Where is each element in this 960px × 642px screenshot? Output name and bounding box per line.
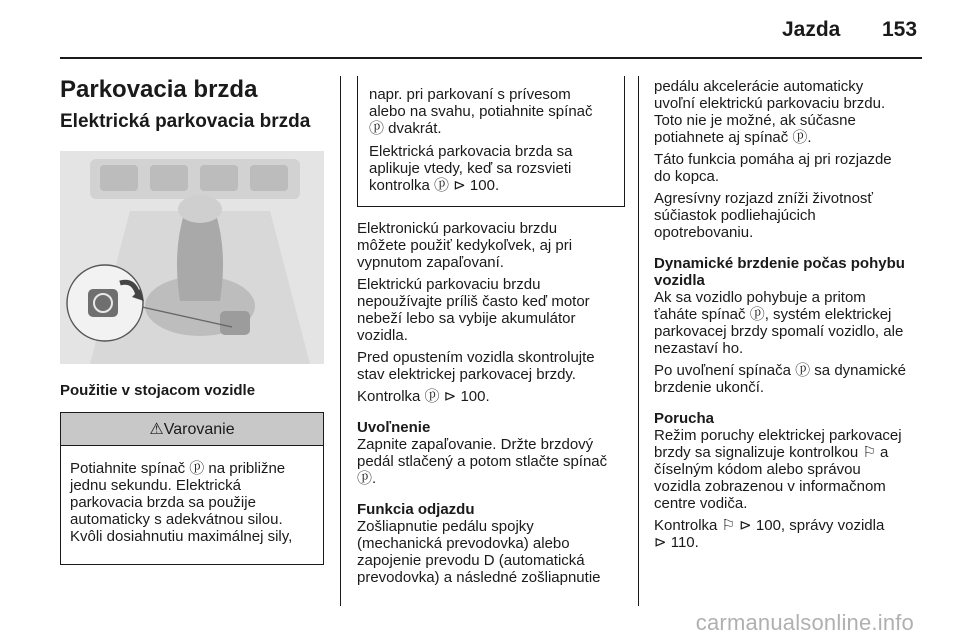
warning-line: Potiahnite spínač ⓟ na približne xyxy=(70,460,286,477)
paragraph: Zapnite zapaľovanie. Držte brzdový pedál stlačený a potom stlačte spínač ⓟ. xyxy=(357,436,608,487)
box-line: napr. pri parkovaní s prívesom xyxy=(369,86,571,103)
page-header-title: Jazda xyxy=(782,18,841,41)
paragraph: Elektrickú parkovaciu brzdu nepoužívajte príliš často keď motor nebeží lebo sa vybije akumulátor vozidla. xyxy=(357,276,590,344)
warning-box xyxy=(60,412,324,565)
column-2 xyxy=(357,220,625,591)
driveaway-heading: Funkcia odjazdu xyxy=(357,501,475,518)
release-heading: Uvoľnenie xyxy=(357,419,431,436)
warning-line: Kvôli dosiahnutiu maximálnej sily, xyxy=(70,528,293,545)
warning-body xyxy=(61,446,323,545)
subsection-heading: Elektrická parkovacia brzda xyxy=(60,111,311,132)
paragraph: Pred opustením vozidla skontrolujte stav elektrickej parkovacej brzdy. xyxy=(357,349,595,383)
warning-label: Varovanie xyxy=(163,421,235,438)
column-divider-left xyxy=(340,76,341,606)
watermark: carmanualsonline.info xyxy=(695,610,914,635)
box-line: ⓟ dvakrát. xyxy=(369,120,442,137)
paragraph: Zošliapnutie pedálu spojky (mechanická prevodovka) alebo zapojenie prevodu D (automatická prevodovka) a následné zošliapnutie xyxy=(357,518,601,586)
box-line: Elektrická parkovacia brzda sa xyxy=(369,143,573,160)
column-1 xyxy=(60,76,324,565)
warning-line: parkovacia brzda sa použije xyxy=(70,494,256,511)
fault-heading: Porucha xyxy=(654,410,715,427)
paragraph: Agresívny rozjazd zníži životnosť súčiastok podliehajúcich opotrebovaniu. xyxy=(654,190,874,241)
dynamic-braking-heading: Dynamické brzdenie počas pohybu vozidla xyxy=(654,255,905,289)
paragraph: Táto funkcia pomáha aj pri rozjazde do kopca. xyxy=(654,151,892,185)
paragraph: Elektronickú parkovaciu brzdu môžete použiť kedykoľvek, aj pri vypnutom zapaľovaní. xyxy=(357,220,573,271)
page-number: 153 xyxy=(882,18,918,41)
paragraph: Kontrolka ⚐ ⊳ 100, správy vozidla ⊳ 110. xyxy=(654,517,885,551)
header-rule xyxy=(60,57,922,59)
paragraph: Po uvoľnení spínača ⓟ sa dynamické brzdenie ukončí. xyxy=(654,362,907,396)
warning-line: jednu sekundu. Elektrická xyxy=(70,477,241,494)
column-3 xyxy=(654,78,924,556)
paragraph: Kontrolka ⓟ ⊳ 100. xyxy=(357,388,490,405)
paragraph: pedálu akcelerácie automaticky uvoľní elektrickú parkovaciu brzdu. Toto nie je možné, ak súčasne potiahnete aj spínač ⓟ. xyxy=(654,78,886,146)
console-illustration xyxy=(60,151,324,364)
section-heading: Parkovacia brzda xyxy=(60,76,258,103)
paragraph: Ak sa vozidlo pohybuje a pritom ťaháte spínač ⓟ, systém elektrickej parkovacej brzdy spomalí vozidlo, ale nezastaví ho. xyxy=(654,289,904,357)
warning-line: automaticky s adekvátnou silou. xyxy=(70,511,283,528)
parking-brake-figure xyxy=(60,151,324,364)
warning-icon: ⚠ xyxy=(149,419,164,438)
box-line: alebo na svahu, potiahnite spínač xyxy=(369,103,593,120)
warning-continued-box xyxy=(357,76,625,207)
box-line: kontrolka ⓟ ⊳ 100. xyxy=(369,177,500,194)
column-divider-right xyxy=(638,76,639,606)
figure-caption: Použitie v stojacom vozidle xyxy=(60,382,256,399)
paragraph: Režim poruchy elektrickej parkovacej brzdy sa signalizuje kontrolkou ⚐ a číselným kódom alebo správou vozidla zobrazenou v informačnom centre vodiča. xyxy=(654,427,902,512)
warning-header xyxy=(61,412,323,446)
box-line: aplikuje vtedy, keď sa rozsvieti xyxy=(369,160,572,177)
